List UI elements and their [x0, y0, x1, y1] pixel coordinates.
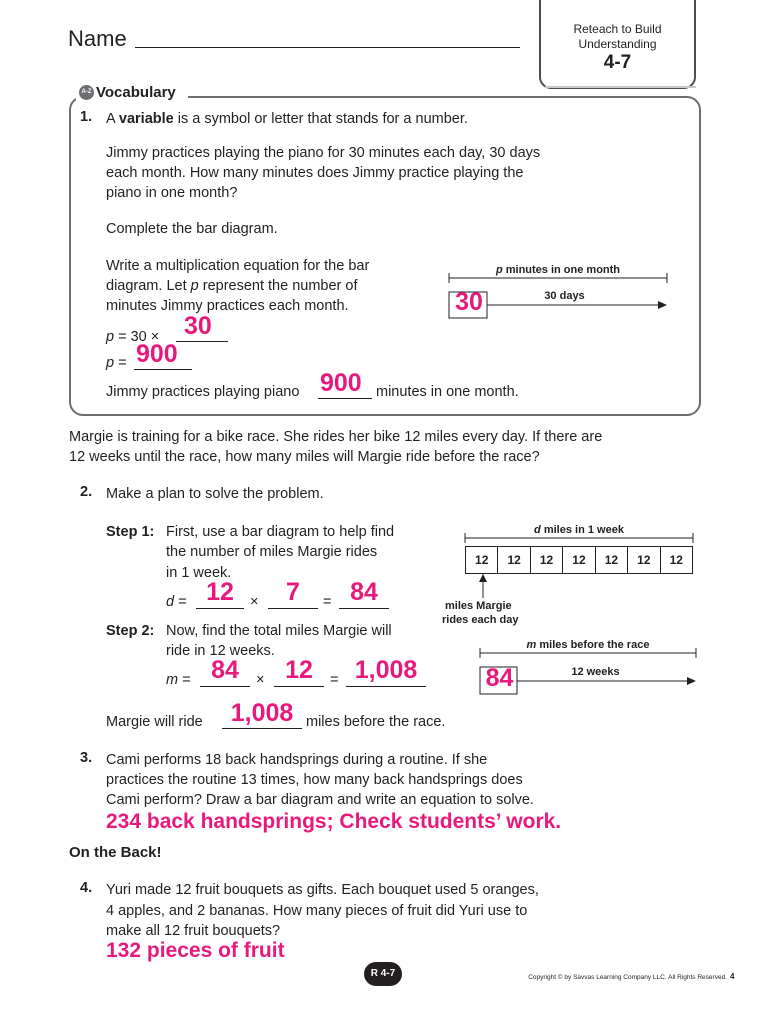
d-equals: =: [323, 594, 332, 610]
week-pointer-label-1: miles Margie: [445, 600, 512, 612]
step1-line-1: First, use a bar diagram to help find: [166, 524, 395, 540]
m-times: ×: [256, 672, 265, 688]
write-l2-pre: diagram. Let: [106, 278, 191, 294]
piano-bar-top-text: minutes in one month: [502, 264, 621, 276]
q2-text: Make a plan to solve the problem.: [106, 486, 324, 502]
d-times: ×: [250, 594, 259, 610]
footer-copyright: Copyright © by Savvas Learning Company LLC. All Rights Reserved.: [528, 974, 727, 981]
step2-label: Step 2:: [106, 623, 155, 639]
story-line-1: Jimmy practices playing the piano for 30 minutes each day, 30 days: [106, 145, 541, 161]
d-eq-sign: =: [178, 594, 187, 610]
q4-line-1: Yuri made 12 fruit bouquets as gifts. Each bouquet used 5 oranges,: [106, 882, 539, 898]
margie-conclusion-post: miles before the race.: [306, 714, 446, 730]
race-bar-arrowhead: [687, 677, 696, 685]
story-line-3: piano in one month?: [106, 185, 238, 201]
step1-line-3: in 1 week.: [166, 565, 232, 581]
variable-definition: [106, 109, 468, 129]
q4-number: 4.: [80, 880, 93, 896]
step2-line-2: ride in 12 weeks.: [166, 643, 275, 659]
eq1-text: = 30 ×: [114, 329, 160, 345]
write-line-3: minutes Jimmy practices each month.: [106, 298, 349, 314]
vocab-conclusion-answer: 900: [320, 369, 362, 397]
race-bar-box-answer: 84: [485, 664, 514, 692]
d-blank-1[interactable]: [196, 607, 244, 609]
q3-number: 3.: [80, 750, 93, 766]
week-bar-pointer-head: [479, 574, 487, 582]
q4-line-3: make all 12 fruit bouquets?: [106, 923, 281, 939]
lesson-number: 4-7: [603, 52, 632, 73]
d-equation-lhs: [166, 592, 187, 612]
eq2-text: =: [114, 355, 127, 371]
def-word: variable: [118, 111, 174, 127]
m-blank-3[interactable]: [346, 685, 426, 687]
week-cell: 12: [531, 547, 563, 573]
d-answer-3: 84: [350, 578, 378, 606]
d-answer-2: 7: [286, 578, 300, 606]
week-cell: 12: [563, 547, 595, 573]
vocab-conclusion-pre: Jimmy practices playing piano: [106, 384, 300, 400]
q3-line-2: practices the routine 13 times, how many back handsprings does: [106, 772, 523, 788]
m-equation-lhs: [166, 670, 191, 690]
eq1-var: p: [106, 329, 115, 345]
race-bar-top-text: miles before the race: [536, 639, 650, 651]
week-cell: 12: [628, 547, 660, 573]
write-l2-post: represent the number of: [198, 278, 358, 294]
intro-line-2: 12 weeks until the race, how many miles will Margie ride before the race?: [69, 449, 540, 465]
story-line-2: each month. How many minutes does Jimmy practice playing the: [106, 165, 524, 181]
q3-answer: 234 back handsprings; Check students’ work.: [106, 810, 562, 833]
q3-line-3: Cami perform? Draw a bar diagram and write an equation to solve.: [106, 792, 534, 808]
q3-line-1: Cami performs 18 back handsprings during a routine. If she: [106, 752, 488, 768]
step1-label: Step 1:: [106, 524, 155, 540]
race-bar-inner-label: 12 weeks: [571, 666, 620, 678]
m-eq-sign: =: [182, 672, 191, 688]
d-var: d: [166, 594, 175, 610]
d-blank-2[interactable]: [268, 607, 318, 609]
m-equals: =: [330, 672, 339, 688]
eq2-var: p: [106, 355, 115, 371]
m-answer-2: 12: [285, 656, 313, 684]
q1-number: 1.: [80, 109, 93, 125]
week-cell: 12: [669, 553, 683, 567]
m-var: m: [166, 672, 179, 688]
m-blank-1[interactable]: [200, 685, 250, 687]
name-line[interactable]: [135, 47, 520, 48]
eq1-answer: 30: [184, 312, 212, 340]
piano-bar-var: p: [495, 264, 503, 276]
q2-number: 2.: [80, 484, 93, 500]
intro-line-1: Margie is training for a bike race. She rides her bike 12 miles every day. If there are: [69, 429, 603, 445]
write-line-1: Write a multiplication equation for the bar: [106, 258, 370, 274]
vocab-conclusion-post: minutes in one month.: [376, 384, 519, 400]
q4-answer: 132 pieces of fruit: [106, 939, 285, 962]
week-cell: 12: [466, 547, 498, 573]
eq2-answer: 900: [136, 340, 178, 368]
week-pointer-label-2: rides each day: [442, 614, 519, 626]
week-cell: 12: [596, 547, 628, 573]
name-label: Name: [68, 26, 127, 51]
d-answer-1: 12: [206, 578, 234, 606]
corner-shadow: [545, 86, 696, 88]
write-line-2: [106, 276, 358, 296]
margie-conclusion-pre: Margie will ride: [106, 714, 203, 730]
def-pre: A: [106, 111, 119, 127]
corner-line2: Understanding: [578, 37, 657, 51]
m-blank-2[interactable]: [274, 685, 324, 687]
complete-instruction: Complete the bar diagram.: [106, 221, 278, 237]
vocabulary-title: Vocabulary: [96, 84, 176, 101]
step1-line-2: the number of miles Margie rides: [166, 544, 378, 560]
week-bar-var: d: [534, 524, 541, 536]
d-blank-3[interactable]: [339, 607, 389, 609]
piano-bar-arrowhead: [658, 301, 667, 309]
step2-line-1: Now, find the total miles Margie will: [166, 623, 392, 639]
piano-bar-inner-label: 30 days: [544, 290, 585, 302]
footer-badge: R 4-7: [364, 962, 402, 986]
week-bar-cells: [465, 546, 693, 574]
write-l2-var: p: [190, 278, 199, 294]
vocabulary-icon: A-Z: [79, 85, 94, 100]
footer-page-number: 4: [730, 972, 735, 981]
week-cell: 12: [498, 547, 530, 573]
def-post: is a symbol or letter that stands for a number.: [173, 111, 468, 127]
corner-line1: Reteach to Build: [573, 22, 662, 36]
week-bar-top-text: miles in 1 week: [540, 524, 624, 536]
m-answer-3: 1,008: [354, 656, 418, 684]
on-the-back-title: On the Back!: [69, 844, 162, 861]
q4-line-2: 4 apples, and 2 bananas. How many pieces of fruit did Yuri use to: [106, 903, 528, 919]
piano-bar-box-answer: 30: [455, 288, 483, 316]
m-answer-1: 84: [211, 656, 239, 684]
equation-2: [106, 353, 127, 373]
race-bar-var: m: [526, 639, 537, 651]
margie-conclusion-answer: 1,008: [230, 699, 294, 727]
